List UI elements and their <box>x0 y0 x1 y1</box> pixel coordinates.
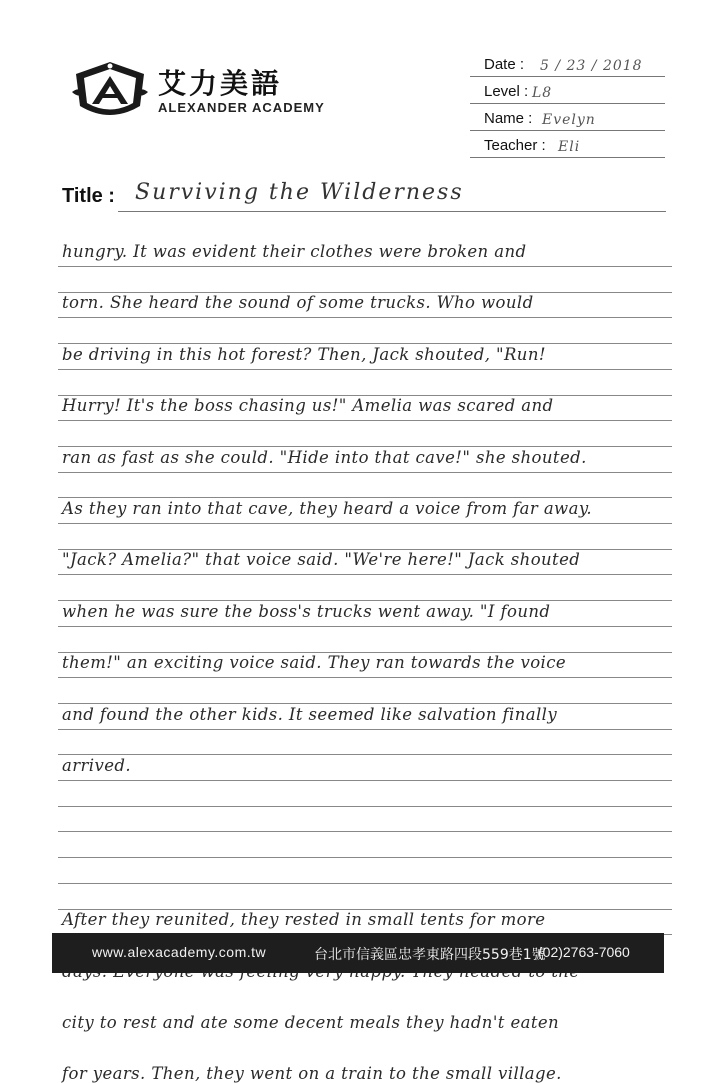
handwritten-line: As they ran into that cave, they heard a voice from far away. <box>62 499 592 518</box>
ruled-line <box>58 857 672 858</box>
ruled-line <box>58 420 672 421</box>
level-value: L8 <box>532 85 553 101</box>
ruled-line <box>58 317 672 318</box>
ruled-line <box>58 729 672 730</box>
ruled-line <box>58 754 672 755</box>
ruled-line <box>58 600 672 601</box>
handwritten-line: hungry. It was evident their clothes were broken and <box>62 242 527 261</box>
teacher-row <box>470 131 665 158</box>
footer-bar <box>52 933 664 973</box>
ruled-line <box>58 497 672 498</box>
handwritten-line: for years. Then, they went on a train to the small village. <box>62 1064 562 1083</box>
ruled-line <box>58 626 672 627</box>
name-label: Name : <box>484 110 533 127</box>
level-row <box>470 77 665 104</box>
ruled-line <box>58 343 672 344</box>
ruled-line <box>58 883 672 884</box>
student-info-block <box>470 50 665 158</box>
letterhead <box>0 0 707 180</box>
handwritten-line: city to rest and ate some decent meals they hadn't eaten <box>62 1013 560 1032</box>
ruled-line <box>58 677 672 678</box>
handwritten-line: arrived. <box>62 756 131 775</box>
name-value: Evelyn <box>542 112 596 128</box>
footer-website: www.alexacademy.com.tw <box>92 944 267 960</box>
ruled-line <box>58 369 672 370</box>
footer-address: 台北市信義區忠孝東路四段559巷1號 <box>314 947 546 963</box>
handwritten-line: be driving in this hot forest? Then, Jack shouted, "Run! <box>62 345 546 364</box>
handwritten-line: Hurry! It's the boss chasing us!" Amelia was scared and <box>62 396 554 415</box>
handwritten-line: torn. She heard the sound of some trucks. Who would <box>62 293 534 312</box>
logo-chinese-name: 艾力美語 <box>158 67 283 100</box>
handwritten-line: ran as fast as she could. "Hide into that cave!" she shouted. <box>62 448 587 467</box>
date-row <box>470 50 665 77</box>
ruled-line <box>58 266 672 267</box>
level-label: Level : <box>484 83 529 100</box>
logo-english-name: ALEXANDER ACADEMY <box>158 100 325 115</box>
ruled-line <box>58 472 672 473</box>
ruled-line <box>58 446 672 447</box>
ruled-line <box>58 780 672 781</box>
ruled-line <box>58 523 672 524</box>
essay-title: Surviving the Wilderness <box>135 180 464 205</box>
title-label: Title : <box>62 185 115 207</box>
date-label: Date : <box>484 56 525 73</box>
academy-crest-icon <box>70 58 150 126</box>
handwritten-line: and found the other kids. It seemed like salvation finally <box>62 705 558 724</box>
name-row <box>470 104 665 131</box>
date-value: 5 / 23 / 2018 <box>540 58 643 74</box>
ruled-line <box>58 703 672 704</box>
teacher-label: Teacher : <box>484 137 546 154</box>
handwritten-line: "Jack? Amelia?" that voice said. "We're here!" Jack shouted <box>62 550 581 569</box>
handwritten-line: when he was sure the boss's trucks went away. "I found <box>62 602 551 621</box>
ruled-line <box>58 831 672 832</box>
ruled-line <box>58 574 672 575</box>
footer-phone: (02)2763-7060 <box>538 944 630 960</box>
handwritten-line: them!" an exciting voice said. They ran towards the voice <box>62 653 567 672</box>
teacher-value: Eli <box>558 139 581 155</box>
ruled-line <box>58 806 672 807</box>
handwritten-line: After they reunited, they rested in small tents for more <box>62 910 546 929</box>
title-underline <box>118 211 666 212</box>
